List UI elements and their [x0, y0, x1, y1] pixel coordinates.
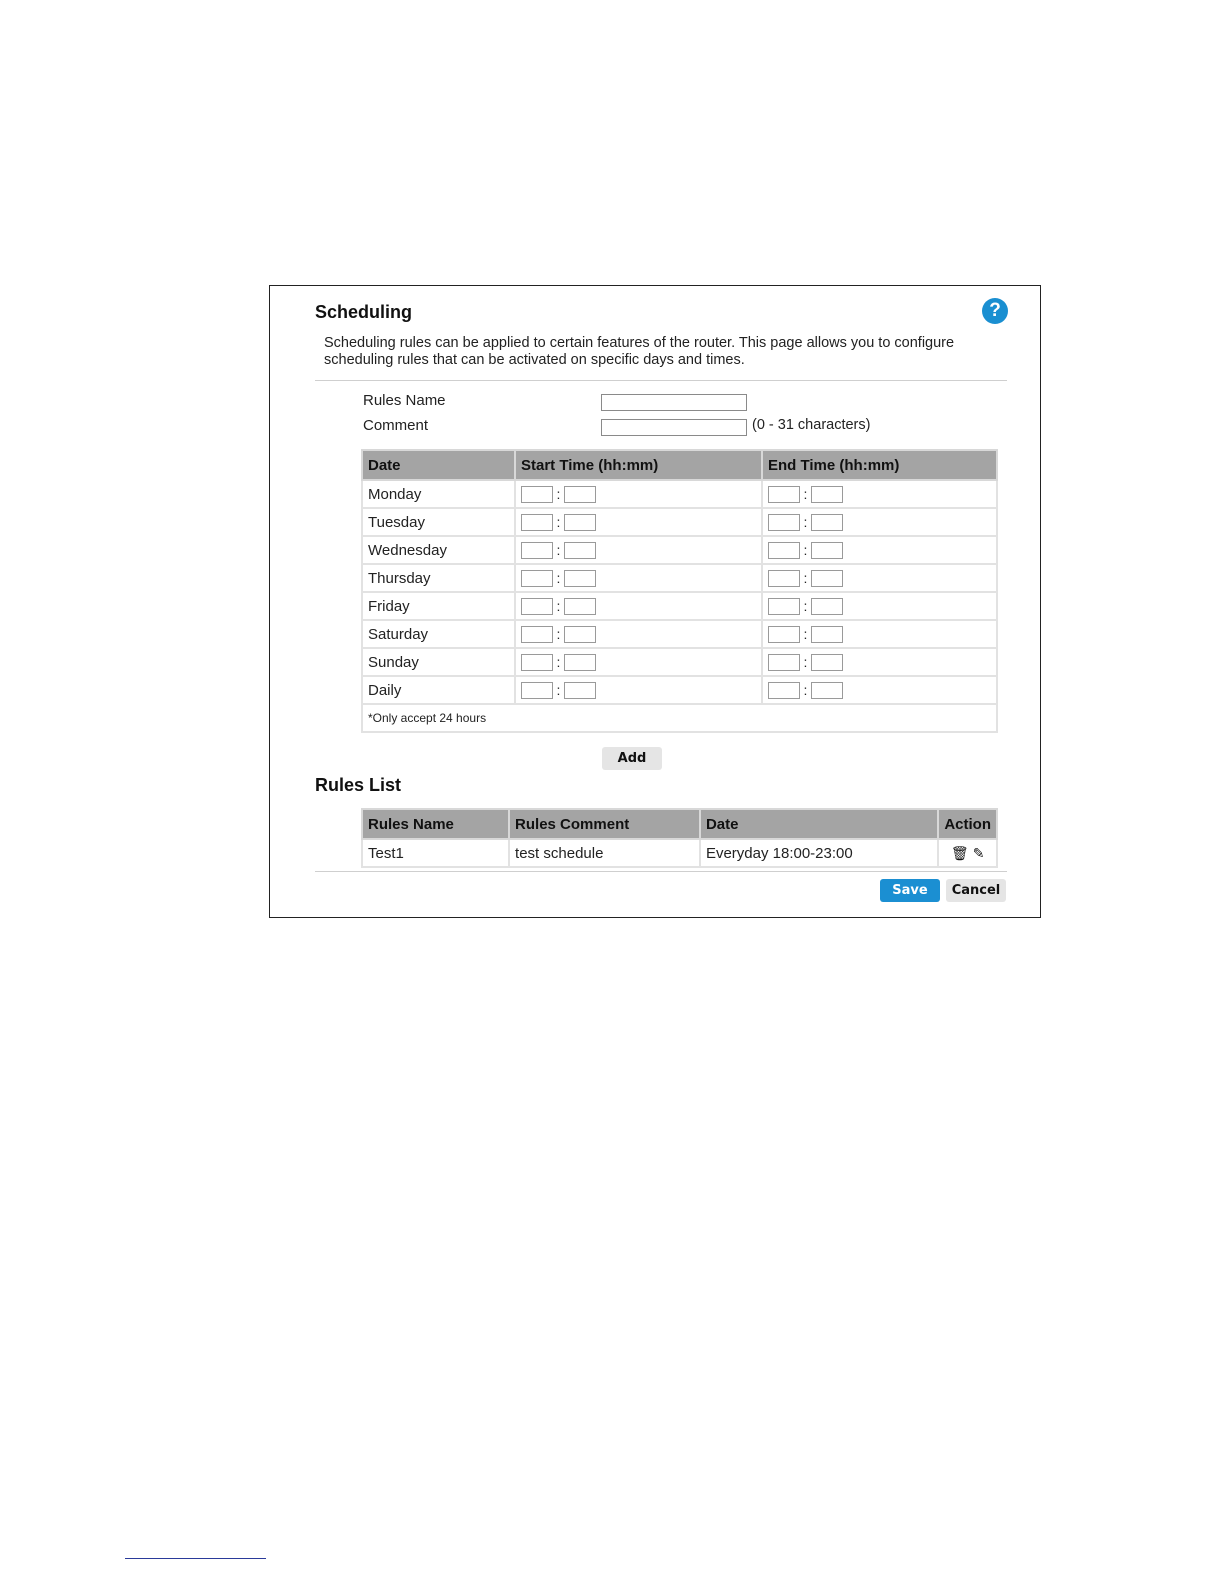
- end-minute-input[interactable]: [811, 598, 843, 615]
- time-separator: :: [803, 486, 808, 503]
- start-time-cell: [515, 536, 762, 564]
- time-separator: :: [803, 654, 808, 671]
- time-separator: :: [803, 570, 808, 587]
- schedule-table: [361, 449, 998, 733]
- divider: [315, 871, 1007, 872]
- start-time-cell: [515, 564, 762, 592]
- end-hour-input[interactable]: [768, 486, 800, 503]
- start-hour-input[interactable]: [521, 514, 553, 531]
- end-time-cell: [762, 592, 997, 620]
- scheduling-panel: [269, 285, 1041, 918]
- end-time-cell: [762, 676, 997, 704]
- page-description: Scheduling rules can be applied to certain features of the router. This page allows you to configure scheduling rules that can be activated on specific days and times.: [324, 335, 955, 368]
- start-hour-input[interactable]: [521, 654, 553, 671]
- day-label: Daily: [362, 676, 515, 704]
- time-separator: :: [803, 682, 808, 699]
- end-minute-input[interactable]: [811, 626, 843, 643]
- start-time-cell: [515, 592, 762, 620]
- end-minute-input[interactable]: [811, 570, 843, 587]
- day-label: Friday: [362, 592, 515, 620]
- day-label: Tuesday: [362, 508, 515, 536]
- rules-name-input[interactable]: [601, 394, 747, 411]
- time-separator: :: [556, 626, 561, 643]
- start-minute-input[interactable]: [564, 626, 596, 643]
- header-end-time: End Time (hh:mm): [762, 450, 997, 480]
- time-separator: :: [556, 682, 561, 699]
- end-minute-input[interactable]: [811, 514, 843, 531]
- schedule-row: [362, 620, 997, 648]
- add-button[interactable]: Add: [602, 747, 662, 770]
- question-circle-icon[interactable]: ?: [982, 298, 1008, 324]
- end-hour-input[interactable]: [768, 682, 800, 699]
- day-label: Sunday: [362, 648, 515, 676]
- time-separator: :: [556, 486, 561, 503]
- schedule-row: [362, 648, 997, 676]
- end-minute-input[interactable]: [811, 654, 843, 671]
- end-time-cell: [762, 620, 997, 648]
- header-start-time: Start Time (hh:mm): [515, 450, 762, 480]
- start-minute-input[interactable]: [564, 486, 596, 503]
- divider: [315, 380, 1007, 381]
- end-time-cell: [762, 564, 997, 592]
- start-time-cell: [515, 620, 762, 648]
- schedule-row: [362, 508, 997, 536]
- end-minute-input[interactable]: [811, 542, 843, 559]
- header-rules-comment: Rules Comment: [509, 809, 700, 839]
- start-hour-input[interactable]: [521, 486, 553, 503]
- rules-list-title: Rules List: [315, 775, 402, 795]
- day-label: Saturday: [362, 620, 515, 648]
- day-label: Monday: [362, 480, 515, 508]
- rule-comment: test schedule: [509, 839, 700, 867]
- schedule-row: [362, 592, 997, 620]
- comment-label: Comment: [363, 417, 429, 434]
- note-row: [362, 704, 997, 732]
- end-hour-input[interactable]: [768, 626, 800, 643]
- day-label: Thursday: [362, 564, 515, 592]
- rules-name-label: Rules Name: [363, 392, 446, 409]
- time-separator: :: [556, 570, 561, 587]
- start-hour-input[interactable]: [521, 598, 553, 615]
- rules-list-table: [361, 808, 998, 868]
- rule-actions: [938, 839, 997, 867]
- note-text: *Only accept 24 hours: [362, 704, 997, 732]
- start-minute-input[interactable]: [564, 570, 596, 587]
- header-action: Action: [938, 809, 997, 839]
- time-separator: :: [556, 654, 561, 671]
- day-label: Wednesday: [362, 536, 515, 564]
- start-minute-input[interactable]: [564, 598, 596, 615]
- page-title: Scheduling: [315, 302, 413, 322]
- header-rules-date: Date: [700, 809, 938, 839]
- start-minute-input[interactable]: [564, 514, 596, 531]
- start-minute-input[interactable]: [564, 682, 596, 699]
- trash-icon[interactable]: 🗑: [950, 844, 969, 861]
- schedule-row: [362, 564, 997, 592]
- table-row: [362, 839, 997, 867]
- end-time-cell: [762, 480, 997, 508]
- start-time-cell: [515, 480, 762, 508]
- time-separator: :: [803, 514, 808, 531]
- start-time-cell: [515, 676, 762, 704]
- pencil-icon[interactable]: ✎: [972, 844, 985, 861]
- cancel-button[interactable]: Cancel: [946, 879, 1006, 902]
- schedule-row: [362, 536, 997, 564]
- end-minute-input[interactable]: [811, 682, 843, 699]
- rules-header-row: [362, 809, 997, 839]
- rule-name: Test1: [362, 839, 509, 867]
- start-time-cell: [515, 648, 762, 676]
- rule-date: Everyday 18:00-23:00: [700, 839, 938, 867]
- time-separator: :: [803, 598, 808, 615]
- time-separator: :: [556, 514, 561, 531]
- end-time-cell: [762, 508, 997, 536]
- end-hour-input[interactable]: [768, 570, 800, 587]
- schedule-row: [362, 676, 997, 704]
- time-separator: :: [803, 542, 808, 559]
- start-time-cell: [515, 508, 762, 536]
- end-hour-input[interactable]: [768, 542, 800, 559]
- schedule-header-row: [362, 450, 997, 480]
- comment-input[interactable]: [601, 419, 747, 436]
- end-time-cell: [762, 536, 997, 564]
- start-hour-input[interactable]: [521, 682, 553, 699]
- comment-hint: (0 - 31 characters): [752, 417, 871, 433]
- footnote-separator: [125, 1558, 266, 1559]
- save-button[interactable]: Save: [880, 879, 940, 902]
- end-time-cell: [762, 648, 997, 676]
- start-hour-input[interactable]: [521, 542, 553, 559]
- header-rules-name: Rules Name: [362, 809, 509, 839]
- end-hour-input[interactable]: [768, 514, 800, 531]
- start-minute-input[interactable]: [564, 542, 596, 559]
- end-minute-input[interactable]: [811, 486, 843, 503]
- start-hour-input[interactable]: [521, 626, 553, 643]
- time-separator: :: [803, 626, 808, 643]
- start-hour-input[interactable]: [521, 570, 553, 587]
- end-hour-input[interactable]: [768, 654, 800, 671]
- end-hour-input[interactable]: [768, 598, 800, 615]
- time-separator: :: [556, 542, 561, 559]
- time-separator: :: [556, 598, 561, 615]
- start-minute-input[interactable]: [564, 654, 596, 671]
- header-date: Date: [362, 450, 515, 480]
- schedule-row: [362, 480, 997, 508]
